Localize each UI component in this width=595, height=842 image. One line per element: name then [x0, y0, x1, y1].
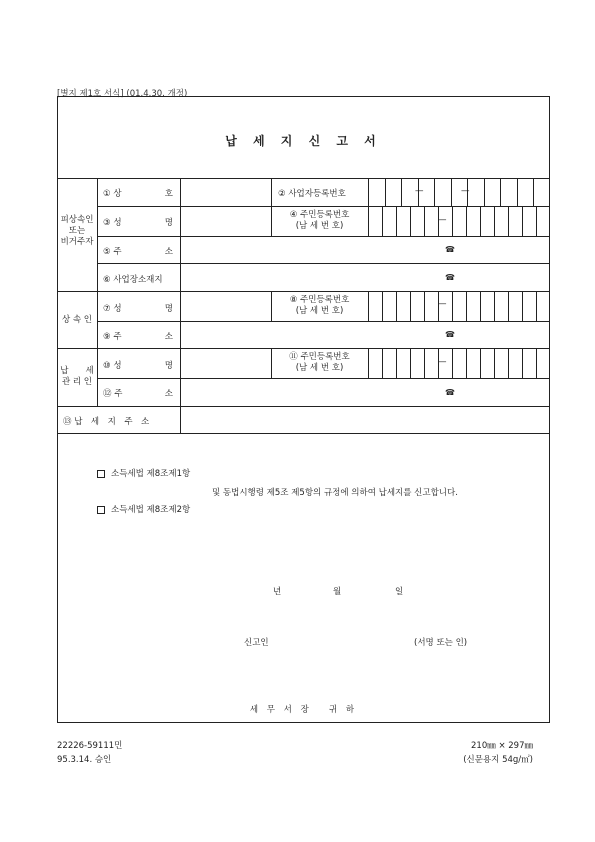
label-address-heir: ⑨ 주 소: [103, 332, 173, 342]
tax-address-field[interactable]: [181, 407, 549, 433]
digit-box-divider: [410, 291, 411, 321]
digit-box-divider: [508, 206, 509, 236]
digit-box-divider: [385, 178, 386, 206]
digit-box-divider: [401, 178, 402, 206]
label-resident-number-heir: ⑧ 주민등록번호 (남 세 번 호): [289, 295, 350, 316]
signature-label[interactable]: (서명 또는 인): [414, 638, 468, 648]
col-line: [368, 291, 369, 321]
option-article-8-1[interactable]: 소득세법 제8조제1항: [97, 467, 190, 479]
label-name-heir: ⑦ 성 명: [103, 304, 173, 314]
separator-dash: —: [438, 357, 447, 367]
digit-box-divider: [396, 291, 397, 321]
row-line: [57, 291, 550, 292]
separator-dash: —: [461, 186, 470, 196]
digit-box-divider: [508, 291, 509, 321]
digit-box-divider: [466, 206, 467, 236]
form-number: [별지 제1호 서식] (01.4.30. 개정): [57, 89, 188, 99]
label-resident-number-decedent: ④ 주민등록번호 (남 세 번 호): [289, 210, 350, 231]
digit-box-divider: [480, 206, 481, 236]
form-code: 22226-59111민: [57, 741, 123, 751]
name-field-decedent[interactable]: [181, 207, 270, 236]
col-line: [368, 348, 369, 378]
addressee: 세 무 서 장 귀 하: [249, 705, 358, 715]
phone-icon: ☎: [445, 388, 455, 397]
row-line: [97, 206, 550, 207]
digit-box-divider: [396, 348, 397, 378]
digit-box-divider: [424, 206, 425, 236]
digit-box-divider: [396, 206, 397, 236]
phone-icon: ☎: [445, 273, 455, 282]
digit-box-divider: [382, 206, 383, 236]
address-field-heir[interactable]: [181, 322, 441, 348]
separator-dash: —: [415, 186, 424, 196]
label-address-administrator: ⑫ 주 소: [103, 389, 173, 399]
phone-icon: ☎: [445, 330, 455, 339]
label-address-decedent: ⑤ 주 소: [103, 247, 173, 257]
group-heir: 상 속 인: [61, 315, 93, 325]
address-field-administrator[interactable]: [181, 379, 441, 406]
business-location-field[interactable]: [181, 264, 441, 291]
paper-size: 210㎜ × 297㎜: [471, 741, 533, 751]
digit-box-divider: [522, 291, 523, 321]
approval-date: 95.3.14. 승인: [57, 755, 112, 765]
digit-box-divider: [508, 348, 509, 378]
label-resident-number-administrator: ⑪ 주민등록번호 (남 세 번 호): [289, 352, 350, 373]
digit-box-divider: [536, 348, 537, 378]
address-field-decedent[interactable]: [181, 237, 441, 263]
label-name-administrator: ⑩ 성 명: [103, 361, 173, 371]
name-field-administrator[interactable]: [181, 349, 270, 378]
option-article-8-2[interactable]: 소득세법 제8조제2항: [97, 503, 190, 515]
phone-icon: ☎: [445, 245, 455, 254]
paper-type: (신문용지 54g/㎡): [463, 755, 533, 765]
label-name-decedent: ③ 성 명: [103, 218, 173, 228]
group-administrator: 납 세 관 리 인: [60, 366, 94, 387]
digit-box-divider: [533, 178, 534, 206]
col-line: [97, 178, 98, 406]
separator-dash: —: [438, 299, 447, 309]
label-business-location: ⑥ 사업장소재지: [103, 275, 163, 285]
group-decedent: 피상속인 또는 비거주자: [60, 215, 94, 247]
digit-box-divider: [494, 348, 495, 378]
digit-box-divider: [452, 348, 453, 378]
label-trade-name: ① 상 호: [103, 189, 173, 199]
digit-box-divider: [410, 348, 411, 378]
digit-box-divider: [536, 291, 537, 321]
digit-box-divider: [452, 291, 453, 321]
digit-box-divider: [500, 178, 501, 206]
date-year: 년: [273, 587, 282, 597]
date-month: 월: [333, 587, 342, 597]
digit-box-divider: [484, 178, 485, 206]
declaration-text: 및 동법시행령 제5조 제5항의 규정에 의하여 납세지를 신고합니다.: [212, 488, 458, 498]
trade-name-field[interactable]: [181, 179, 270, 206]
digit-box-divider: [466, 291, 467, 321]
date-day: 일: [395, 587, 404, 597]
digit-box-divider: [480, 291, 481, 321]
row-line: [57, 178, 550, 179]
digit-box-divider: [382, 291, 383, 321]
digit-box-divider: [517, 178, 518, 206]
digit-box-divider: [522, 348, 523, 378]
digit-box-divider: [522, 206, 523, 236]
reporter-label: 신고인: [244, 638, 269, 648]
label-business-number: ② 사업자등록번호: [278, 189, 346, 199]
row-line: [57, 433, 550, 434]
digit-box-divider: [494, 206, 495, 236]
digit-box-divider: [494, 291, 495, 321]
name-field-heir[interactable]: [181, 292, 270, 321]
digit-box-divider: [424, 291, 425, 321]
digit-box-divider: [424, 348, 425, 378]
label-tax-address: ⑬ 납 세 지 주 소: [63, 417, 150, 427]
separator-dash: —: [438, 215, 447, 225]
digit-box-divider: [480, 348, 481, 378]
digit-box-divider: [466, 348, 467, 378]
digit-box-divider: [536, 206, 537, 236]
digit-box-divider: [410, 206, 411, 236]
digit-box-divider: [382, 348, 383, 378]
digit-box-divider: [434, 178, 435, 206]
row-line: [57, 348, 550, 349]
checkbox[interactable]: [97, 506, 105, 514]
form-title: 납 세 지 신 고 서: [225, 134, 382, 148]
checkbox[interactable]: [97, 470, 105, 478]
digit-box-divider: [451, 178, 452, 206]
digit-box-divider: [452, 206, 453, 236]
col-line: [368, 178, 369, 236]
